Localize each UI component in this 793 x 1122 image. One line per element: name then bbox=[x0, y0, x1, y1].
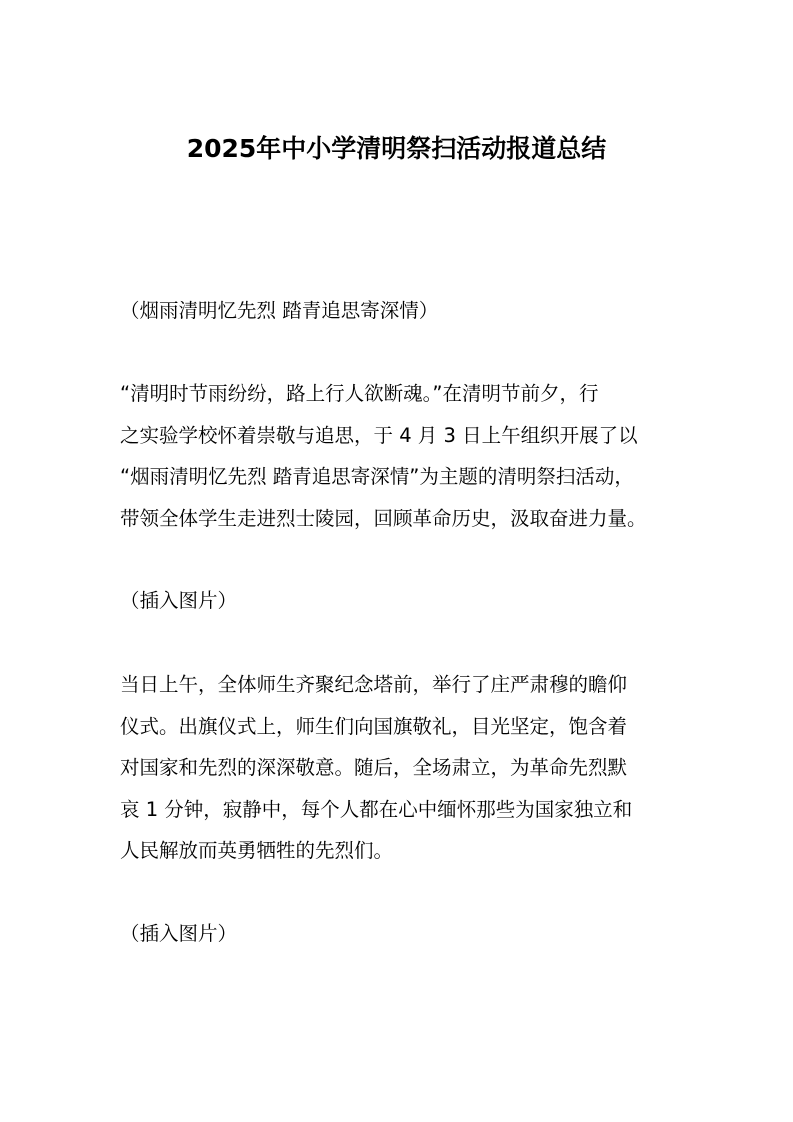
paragraph-1-line: 带领全体学生走进烈士陵园，回顾革命历史，汲取奋进力量。 bbox=[120, 506, 647, 530]
document-title: 2025年中小学清明祭扫活动报道总结 bbox=[186, 134, 607, 163]
paragraph-2-line: 当日上午，全体师生齐聚纪念塔前，举行了庄严肃穆的瞻仰 bbox=[120, 673, 628, 696]
image-placeholder-2: （插入图片） bbox=[120, 922, 238, 945]
paragraph-1-line: “烟雨清明忆先烈 踏青追思寄深情”为主题的清明祭扫活动， bbox=[120, 465, 634, 488]
paragraph-1-line: 之实验学校怀着崇敬与追思，于 4 月 3 日上午组织开展了以 bbox=[120, 423, 638, 447]
paragraph-1-line: “清明时节雨纷纷，路上行人欲断魂。”在清明节前夕，行 bbox=[120, 382, 599, 405]
paragraph-2-line: 人民解放而英勇牺牲的先烈们。 bbox=[120, 839, 394, 862]
paragraph-1 bbox=[120, 373, 690, 539]
document-subtitle: （烟雨清明忆先烈 踏青追思寄深情） bbox=[120, 299, 439, 322]
paragraph-2-line: 对国家和先烈的深深敬意。随后，全场肃立，为革命先烈默 bbox=[120, 756, 628, 779]
paragraph-2-line: 仪式。出旗仪式上，师生们向国旗敬礼，目光坚定，饱含着 bbox=[120, 714, 628, 738]
paragraph-2 bbox=[120, 664, 690, 872]
image-placeholder-1: （插入图片） bbox=[120, 589, 238, 612]
paragraph-2-line: 哀 1 分钟，寂静中，每个人都在心中缅怀那些为国家独立和 bbox=[120, 797, 633, 821]
